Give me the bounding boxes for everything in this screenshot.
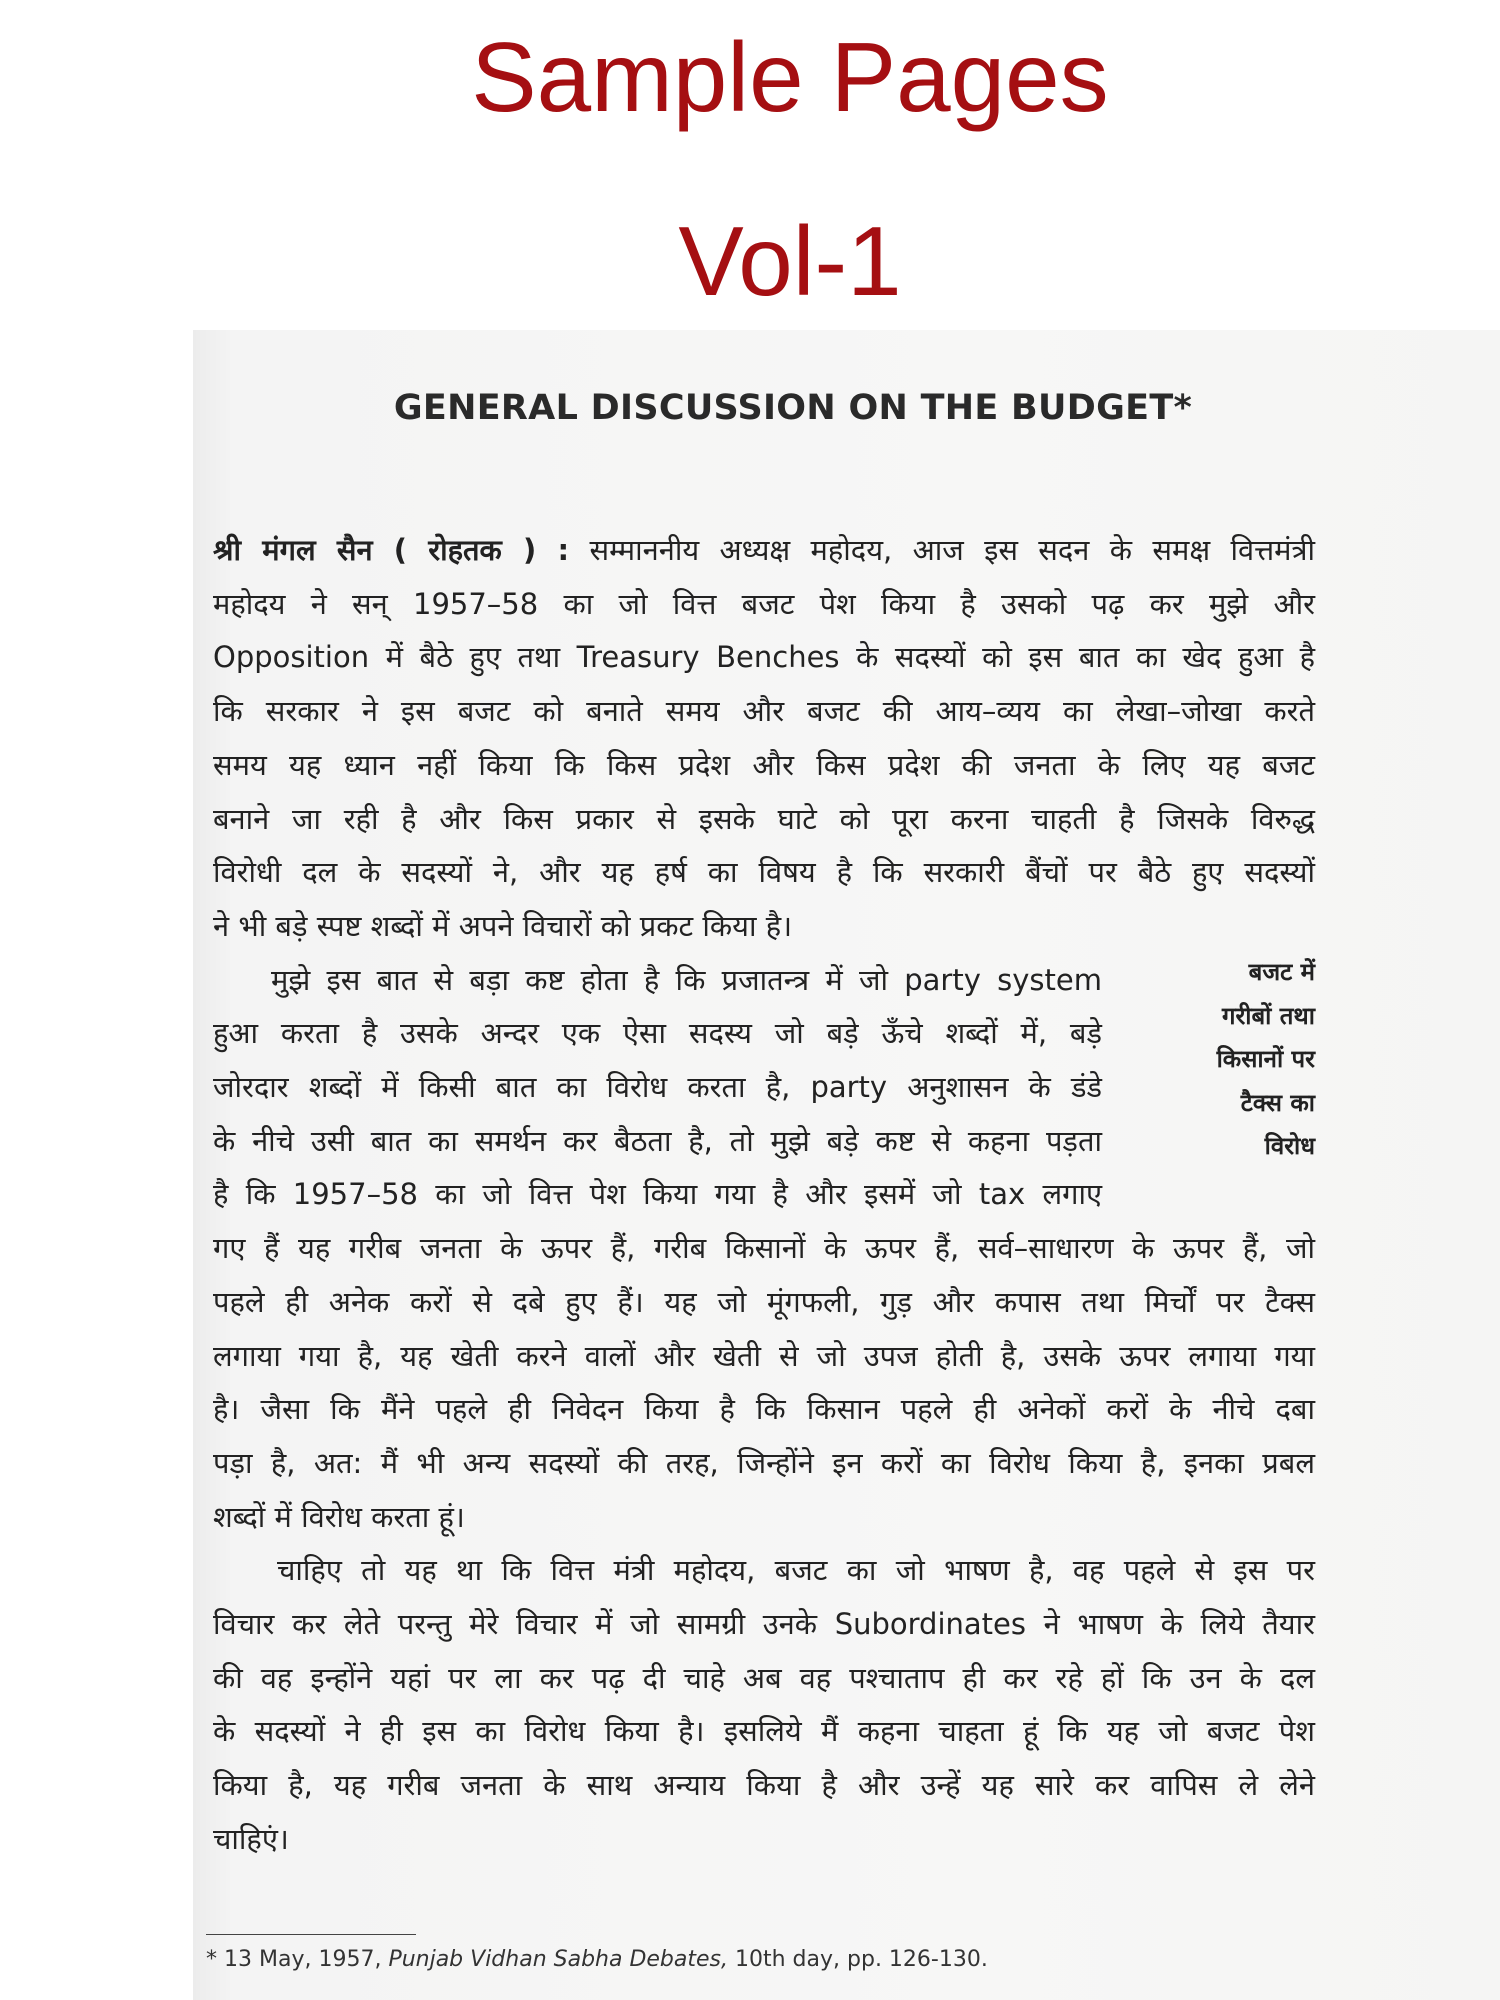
banner-title: Sample Pages xyxy=(471,22,1109,132)
text-line: Opposition में बैठे हुए तथा Treasury Benches के सदस्यों को इस बात का खेद हुआ है xyxy=(213,640,1315,675)
text-line: किया है, यह गरीब जनता के साथ अन्याय किया है और उन्हें यह सारे कर वापिस ले लेने xyxy=(213,1768,1315,1803)
text-line: शब्दों में विरोध करता हूं। xyxy=(213,1499,465,1534)
text-line: के नीचे उसी बात का समर्थन कर बैठता है, तो मुझे बड़े कष्ट से कहना पड़ता xyxy=(213,1123,1102,1158)
side-note-line: गरीबों तथा xyxy=(1221,1001,1315,1030)
text-line: महोदय ने सन् 1957–58 का जो वित्त बजट पेश किया है उसको पढ़ कर मुझे और xyxy=(213,586,1315,621)
text-line: जोरदार शब्दों में किसी बात का विरोध करता है, party अनुशासन के डंडे xyxy=(213,1070,1102,1104)
footnote-date: 13 May, 1957, xyxy=(224,1947,382,1972)
text-line: पड़ा है, अत: मैं भी अन्य सदस्यों की तरह, जिन्होंने इन करों का विरोध किया है, इनका प्रबल xyxy=(213,1445,1315,1480)
page-heading: GENERAL DISCUSSION ON THE BUDGET* xyxy=(393,388,1193,428)
footnote xyxy=(206,1947,988,1972)
text-line: की वह इन्होंने यहां पर ला कर पढ़ दी चाहे अब वह पश्चाताप ही कर रहे हों कि उन के दल xyxy=(213,1660,1315,1695)
text-line: हुआ करता है उसके अन्दर एक ऐसा सदस्य जो बड़े ऊँचे शब्दों में, बड़े xyxy=(213,1016,1102,1051)
text-line: गए हैं यह गरीब जनता के ऊपर हैं, गरीब किसानों के ऊपर हैं, सर्व–साधारण के ऊपर हैं, जो xyxy=(213,1231,1315,1266)
text-line: चाहिएं। xyxy=(213,1821,289,1856)
text-line: विचार कर लेते परन्तु मेरे विचार में जो सामग्री उनके Subordinates ने भाषण के लिये तैयार xyxy=(213,1607,1315,1641)
text-line xyxy=(213,523,1315,577)
text-line: चाहिए तो यह था कि वित्त मंत्री महोदय, बजट का जो भाषण है, वह पहले से इस पर xyxy=(277,1553,1315,1588)
text-line: मुझे इस बात से बड़ा कष्ट होता है कि प्रजातन्त्र में जो party system xyxy=(271,962,1102,997)
text-line: पहले ही अनेक करों से दबे हुए हैं। यह जो मूंगफली, गुड़ और कपास तथा मिर्चों पर टैक्स xyxy=(213,1284,1315,1319)
text-line: कि सरकार ने इस बजट को बनाते समय और बजट की आय–व्यय का लेखा–जोखा करते xyxy=(213,694,1315,729)
speaker-name: श्री मंगल सैन ( रोहतक ) : xyxy=(213,533,570,567)
text-line: विरोधी दल के सदस्यों ने, और यह हर्ष का विषय है कि सरकारी बैंचों पर बैठे हुए सदस्यों xyxy=(213,855,1315,890)
text-line: लगाया गया है, यह खेती करने वालों और खेती से जो उपज होती है, उसके ऊपर लगाया गया xyxy=(213,1338,1315,1373)
footnote-source: Punjab Vidhan Sabha Debates, xyxy=(388,1947,728,1972)
text-line-content: सम्माननीय अध्यक्ष महोदय, आज इस सदन के समक्ष वित्तमंत्री xyxy=(589,533,1316,567)
text-line: है। जैसा कि मैंने पहले ही निवेदन किया है कि किसान पहले ही अनेकों करों के नीचे दबा xyxy=(213,1392,1315,1427)
side-note-line: विरोध xyxy=(1264,1132,1315,1160)
side-note-line: टैक्स का xyxy=(1240,1088,1315,1117)
footnote-pages: 10th day, pp. 126-130. xyxy=(735,1947,988,1972)
footnote-mark: * xyxy=(206,1947,217,1972)
text-line: बनाने जा रही है और किस प्रकार से इसके घाटे को पूरा करना चाहती है जिसके विरुद्ध xyxy=(213,801,1315,836)
text-line: समय यह ध्यान नहीं किया कि किस प्रदेश और किस प्रदेश की जनता के लिए यह बजट xyxy=(213,747,1315,782)
banner-volume: Vol-1 xyxy=(678,206,902,316)
text-line: के सदस्यों ने ही इस का विरोध किया है। इसलिये मैं कहना चाहता हूं कि यह जो बजट पेश xyxy=(213,1714,1315,1749)
text-line: ने भी बड़े स्पष्ट शब्दों में अपने विचारों को प्रकट किया है। xyxy=(213,908,793,943)
side-note-line: बजट में xyxy=(1248,958,1315,986)
side-note-line: किसानों पर xyxy=(1216,1045,1315,1073)
footnote-rule xyxy=(206,1934,416,1935)
text-line: है कि 1957–58 का जो वित्त पेश किया गया है और इसमें जो tax लगाए xyxy=(213,1177,1102,1212)
